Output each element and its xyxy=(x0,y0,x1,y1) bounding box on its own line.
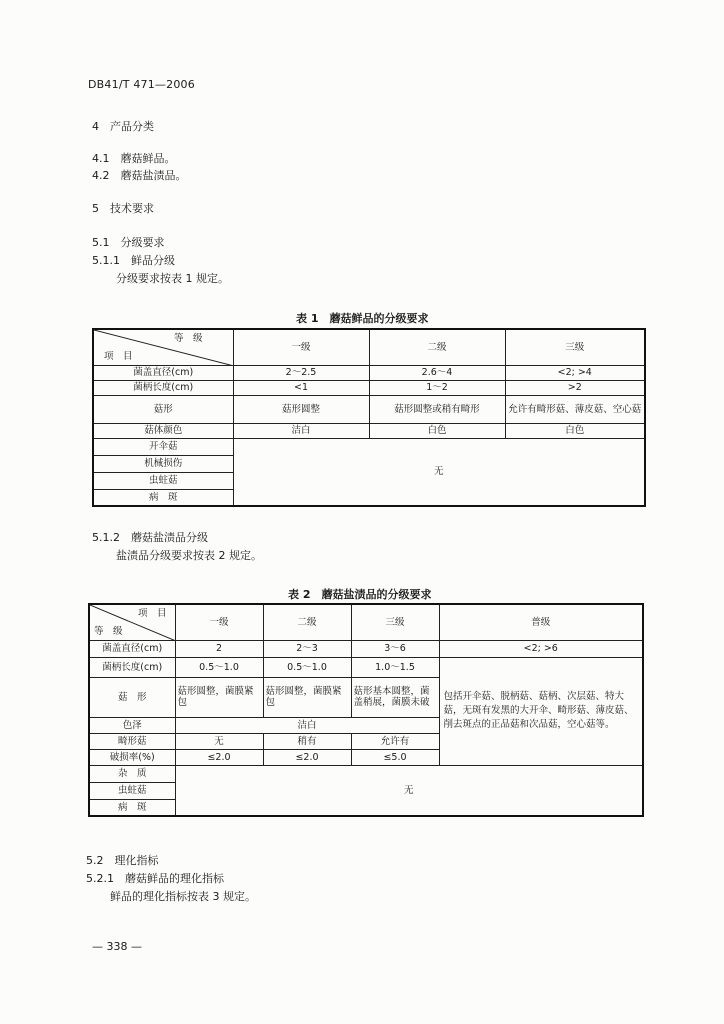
table-cell-puji-description: 包括开伞菇、脱柄菇、菇柄、次层菇、特大菇，无斑有发黑的大开伞、畸形菇、薄皮菇、削去斑点的正品菇和次品菇，空心菇等。 xyxy=(439,657,643,765)
table-2-corner-header xyxy=(89,604,175,640)
section-4-heading: 4 产品分类 xyxy=(92,120,154,133)
table-1-caption: 表 1 蘑菇鲜品的分级要求 xyxy=(296,312,429,325)
table-row xyxy=(93,365,645,380)
table-cell: <2; >6 xyxy=(439,640,643,657)
section-5-2-1-body: 鲜品的理化指标按表 3 规定。 xyxy=(110,890,256,903)
table-cell-merged-none: 无 xyxy=(233,438,645,506)
table-2-grade-header: 二级 xyxy=(263,604,351,640)
table-cell: 3～6 xyxy=(351,640,439,657)
table-cell-item: 菇形 xyxy=(93,395,233,423)
table-cell: 允许有畸形菇、薄皮菇、空心菇 xyxy=(505,395,645,423)
table-cell-item: 畸形菇 xyxy=(89,733,175,749)
section-4-2: 4.2 蘑菇盐渍品。 xyxy=(92,169,187,182)
table-cell: 1～2 xyxy=(369,380,505,395)
table-cell: <1 xyxy=(233,380,369,395)
table-cell: 稍有 xyxy=(263,733,351,749)
table-cell: ≤5.0 xyxy=(351,749,439,765)
table-cell-item: 病 斑 xyxy=(93,489,233,506)
table-cell: 1.0～1.5 xyxy=(351,657,439,677)
section-5-1: 5.1 分级要求 xyxy=(92,236,165,249)
table-cell: 允许有 xyxy=(351,733,439,749)
table-cell-item: 色泽 xyxy=(89,717,175,733)
section-5-heading: 5 技术要求 xyxy=(92,202,154,215)
table-cell: 0.5～1.0 xyxy=(263,657,351,677)
table-row xyxy=(93,438,645,455)
table-row xyxy=(89,640,643,657)
table-cell: 2～3 xyxy=(263,640,351,657)
table-1-grade-header: 三级 xyxy=(505,329,645,365)
section-5-1-1: 5.1.1 鲜品分级 xyxy=(92,254,175,267)
document-code: DB41/T 471—2006 xyxy=(88,78,195,91)
table-row xyxy=(89,657,643,677)
section-4-1: 4.1 蘑菇鲜品。 xyxy=(92,152,176,165)
section-5-1-2: 5.1.2 蘑菇盐渍品分级 xyxy=(92,531,208,544)
table-cell: 菇形基本圆整，菌盖稍展，菌膜未破 xyxy=(351,677,439,717)
table-cell: >2 xyxy=(505,380,645,395)
table-cell-item: 菌柄长度(cm) xyxy=(93,380,233,395)
table-row xyxy=(93,423,645,438)
table-2-corner-item: 项 目 xyxy=(137,608,167,619)
table-cell-item: 菌柄长度(cm) xyxy=(89,657,175,677)
table-2-corner-grade: 等 级 xyxy=(94,625,123,637)
table-1-corner-grade: 等 级 xyxy=(173,333,203,344)
table-cell-item: 开伞菇 xyxy=(93,438,233,455)
table-cell: ≤2.0 xyxy=(175,749,263,765)
section-5-2: 5.2 理化指标 xyxy=(86,854,159,867)
table-cell: 菇形圆整或稍有畸形 xyxy=(369,395,505,423)
table-1-grade-header: 二级 xyxy=(369,329,505,365)
table-cell-item: 虫蛀菇 xyxy=(93,472,233,489)
table-cell-item: 杂 质 xyxy=(89,765,175,782)
table-2-grade-header: 三级 xyxy=(351,604,439,640)
table-cell: ≤2.0 xyxy=(263,749,351,765)
table-cell: 无 xyxy=(175,733,263,749)
table-1-grade-header: 一级 xyxy=(233,329,369,365)
section-5-1-1-body: 分级要求按表 1 规定。 xyxy=(116,272,229,285)
table-cell-item: 菌盖直径(cm) xyxy=(93,365,233,380)
table-cell: 0.5～1.0 xyxy=(175,657,263,677)
table-2-caption: 表 2 蘑菇盐渍品的分级要求 xyxy=(288,588,432,601)
table-row xyxy=(89,765,643,782)
table-cell: 菇形圆整，菌膜紧包 xyxy=(263,677,351,717)
table-cell-item: 菌盖直径(cm) xyxy=(89,640,175,657)
table-cell-item: 机械损伤 xyxy=(93,455,233,472)
table-cell: 2 xyxy=(175,640,263,657)
page-number: — 338 — xyxy=(92,940,142,953)
table-cell-merged-none: 无 xyxy=(175,765,643,816)
table-row xyxy=(93,380,645,395)
section-5-1-2-body: 盐渍品分级要求按表 2 规定。 xyxy=(116,549,262,562)
table-cell: 菇形圆整 xyxy=(233,395,369,423)
table-1 xyxy=(92,328,646,507)
section-5-2-1: 5.2.1 蘑菇鲜品的理化指标 xyxy=(86,872,224,885)
table-1-corner-item: 项 目 xyxy=(104,350,133,362)
table-cell-item: 虫蛀菇 xyxy=(89,782,175,799)
table-cell: 白色 xyxy=(369,423,505,438)
table-1-corner-header xyxy=(93,329,233,365)
table-cell-item: 破损率(%) xyxy=(89,749,175,765)
table-cell-item: 菇体颜色 xyxy=(93,423,233,438)
table-cell: 2.6～4 xyxy=(369,365,505,380)
table-cell-merged: 洁白 xyxy=(175,717,439,733)
table-cell: 2～2.5 xyxy=(233,365,369,380)
table-cell: 洁白 xyxy=(233,423,369,438)
table-2-grade-header: 一级 xyxy=(175,604,263,640)
table-cell: 菇形圆整，菌膜紧包 xyxy=(175,677,263,717)
table-cell: <2; >4 xyxy=(505,365,645,380)
table-cell-item: 病 斑 xyxy=(89,799,175,816)
table-2 xyxy=(88,603,644,817)
table-2-grade-header: 普级 xyxy=(439,604,643,640)
table-row xyxy=(93,395,645,423)
table-cell: 白色 xyxy=(505,423,645,438)
table-cell-item: 菇 形 xyxy=(89,677,175,717)
